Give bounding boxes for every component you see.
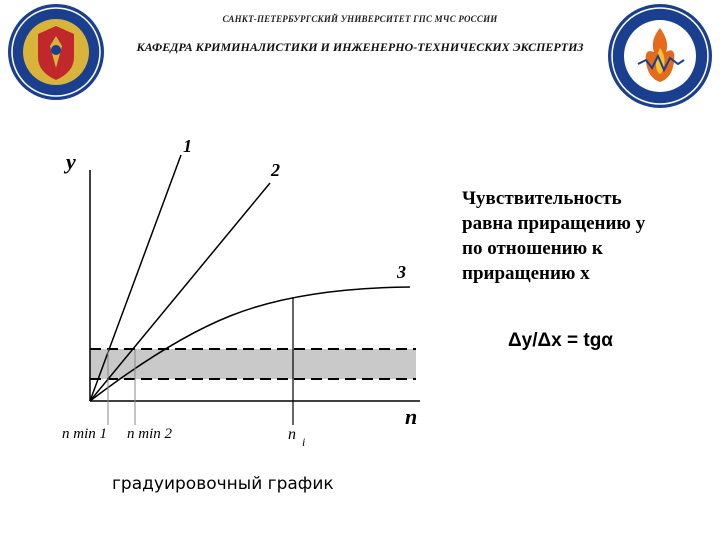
- definition-line: Чувствительность: [462, 188, 622, 209]
- definition-line: приращению х: [462, 263, 590, 284]
- curve-label-3: 3: [397, 262, 406, 282]
- definition-line: равна приращению у: [462, 213, 646, 234]
- sensitivity-definition: [462, 186, 702, 286]
- department-emblem-right: [606, 2, 714, 110]
- department-title: КАФЕДРА КРИМИНАЛИСТИКИ И ИНЖЕНЕРНО-ТЕХНИЧЕСКИХ ЭКСПЕРТИЗ: [136, 40, 584, 54]
- calibration-graph: [40, 130, 440, 450]
- tick-label-ni-main: n: [288, 426, 296, 443]
- tick-label-nmin2: n min 2: [127, 426, 172, 442]
- graph-caption: градуировочный график: [112, 474, 334, 494]
- university-title: САНКТ-ПЕТЕРБУРГСКИЙ УНИВЕРСИТЕТ ГПС МЧС РОССИИ: [222, 14, 498, 24]
- tick-label-ni-subscript: i: [302, 435, 306, 449]
- definition-line: по отношению к: [462, 238, 603, 259]
- x-axis-label: n: [405, 404, 418, 429]
- sensitivity-formula: Δy/Δx = tgα: [508, 330, 613, 351]
- y-axis-label: y: [66, 149, 76, 174]
- sensitivity-band: [90, 349, 416, 379]
- tick-label-nmin1: n min 1: [62, 426, 107, 442]
- tick-label-ni: [288, 426, 296, 443]
- curve-label-1: 1: [183, 136, 192, 156]
- curve-label-2: 2: [271, 160, 280, 180]
- university-emblem-left: [4, 2, 108, 102]
